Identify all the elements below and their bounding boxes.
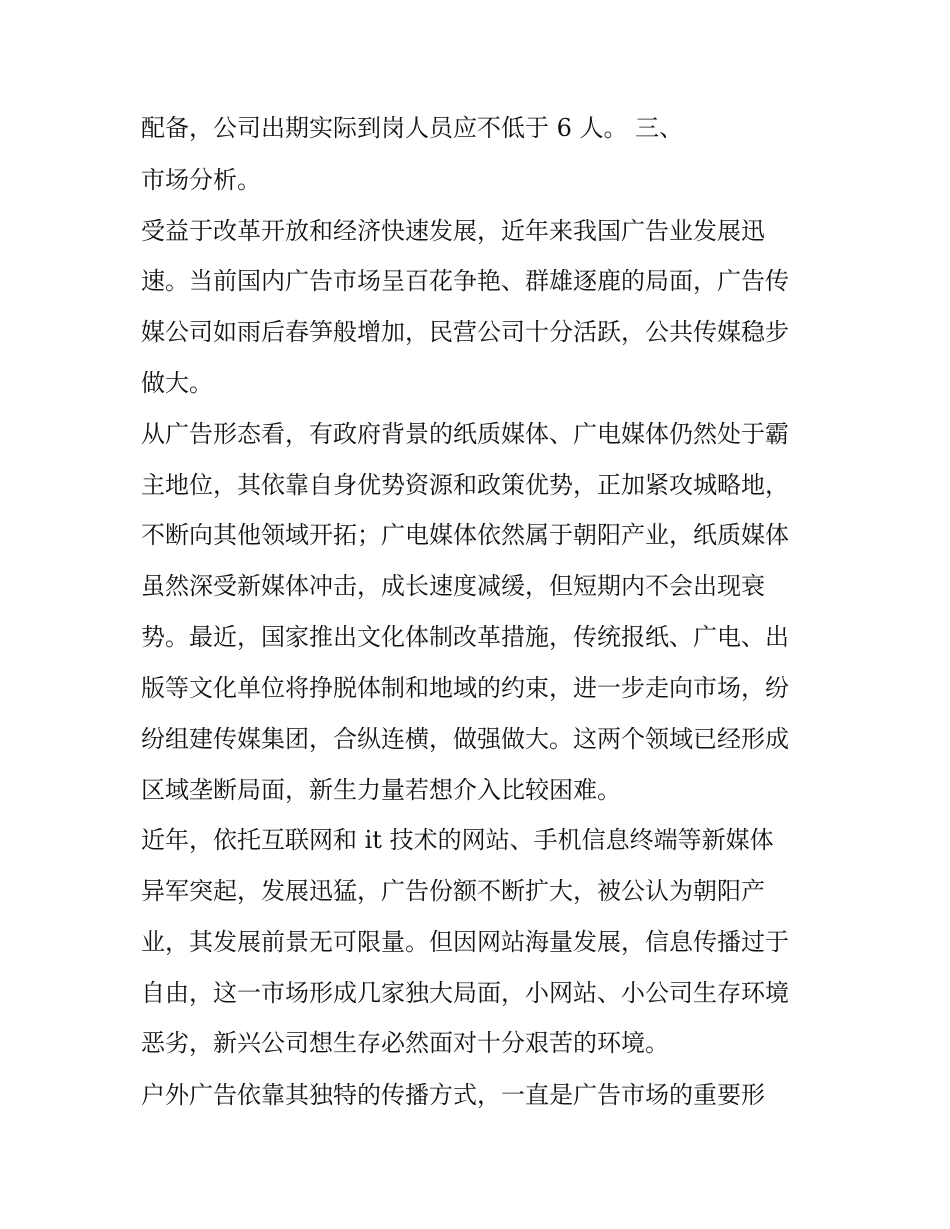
text-line: 版等文化单位将挣脱体制和地域的约束，进一步走向市场，纷 (141, 674, 789, 702)
text-line: 媒公司如雨后春笋般增加，民营公司十分活跃，公共传媒稳步 (141, 318, 789, 346)
text-line: 受益于改革开放和经济快速发展，近年来我国广告业发展迅 (141, 217, 765, 245)
text-line: 恶劣，新兴公司想生存必然面对十分艰苦的环境。 (141, 1029, 669, 1057)
text-line: 纷组建传媒集团，合纵连横，做强做大。这两个领域已经形成 (141, 725, 789, 753)
text-line: 近年，依托互联网和 it 技术的网站、手机信息终端等新媒体 (141, 826, 774, 854)
text-line: 做大。 (141, 369, 213, 397)
text-line: 配备，公司出期实际到岗人员应不低于 6 人。 三、 (141, 114, 684, 142)
text-line: 自由，这一市场形成几家独大局面，小网站、小公司生存环境 (141, 979, 789, 1007)
text-line: 势。最近，国家推出文化体制改革措施，传统报纸、广电、出 (141, 623, 789, 651)
text-line: 异军突起，发展迅猛，广告份额不断扩大，被公认为朝阳产 (141, 877, 765, 905)
text-line: 户外广告依靠其独特的传播方式，一直是广告市场的重要形 (141, 1081, 765, 1109)
text-line: 虽然深受新媒体冲击，成长速度减缓，但短期内不会出现衰 (141, 572, 765, 600)
text-line: 市场分析。 (141, 166, 261, 194)
text-line: 主地位，其依靠自身优势资源和政策优势，正加紧攻城略地， (141, 471, 789, 499)
text-line: 从广告形态看，有政府背景的纸质媒体、广电媒体仍然处于霸 (141, 420, 789, 448)
text-line: 速。当前国内广告市场呈百花争艳、群雄逐鹿的局面，广告传 (141, 267, 789, 295)
text-line: 区域垄断局面，新生力量若想介入比较困难。 (141, 776, 621, 804)
text-line: 不断向其他领域开拓；广电媒体依然属于朝阳产业，纸质媒体 (141, 521, 789, 549)
text-line: 业，其发展前景无可限量。但因网站海量发展，信息传播过于 (141, 928, 789, 956)
